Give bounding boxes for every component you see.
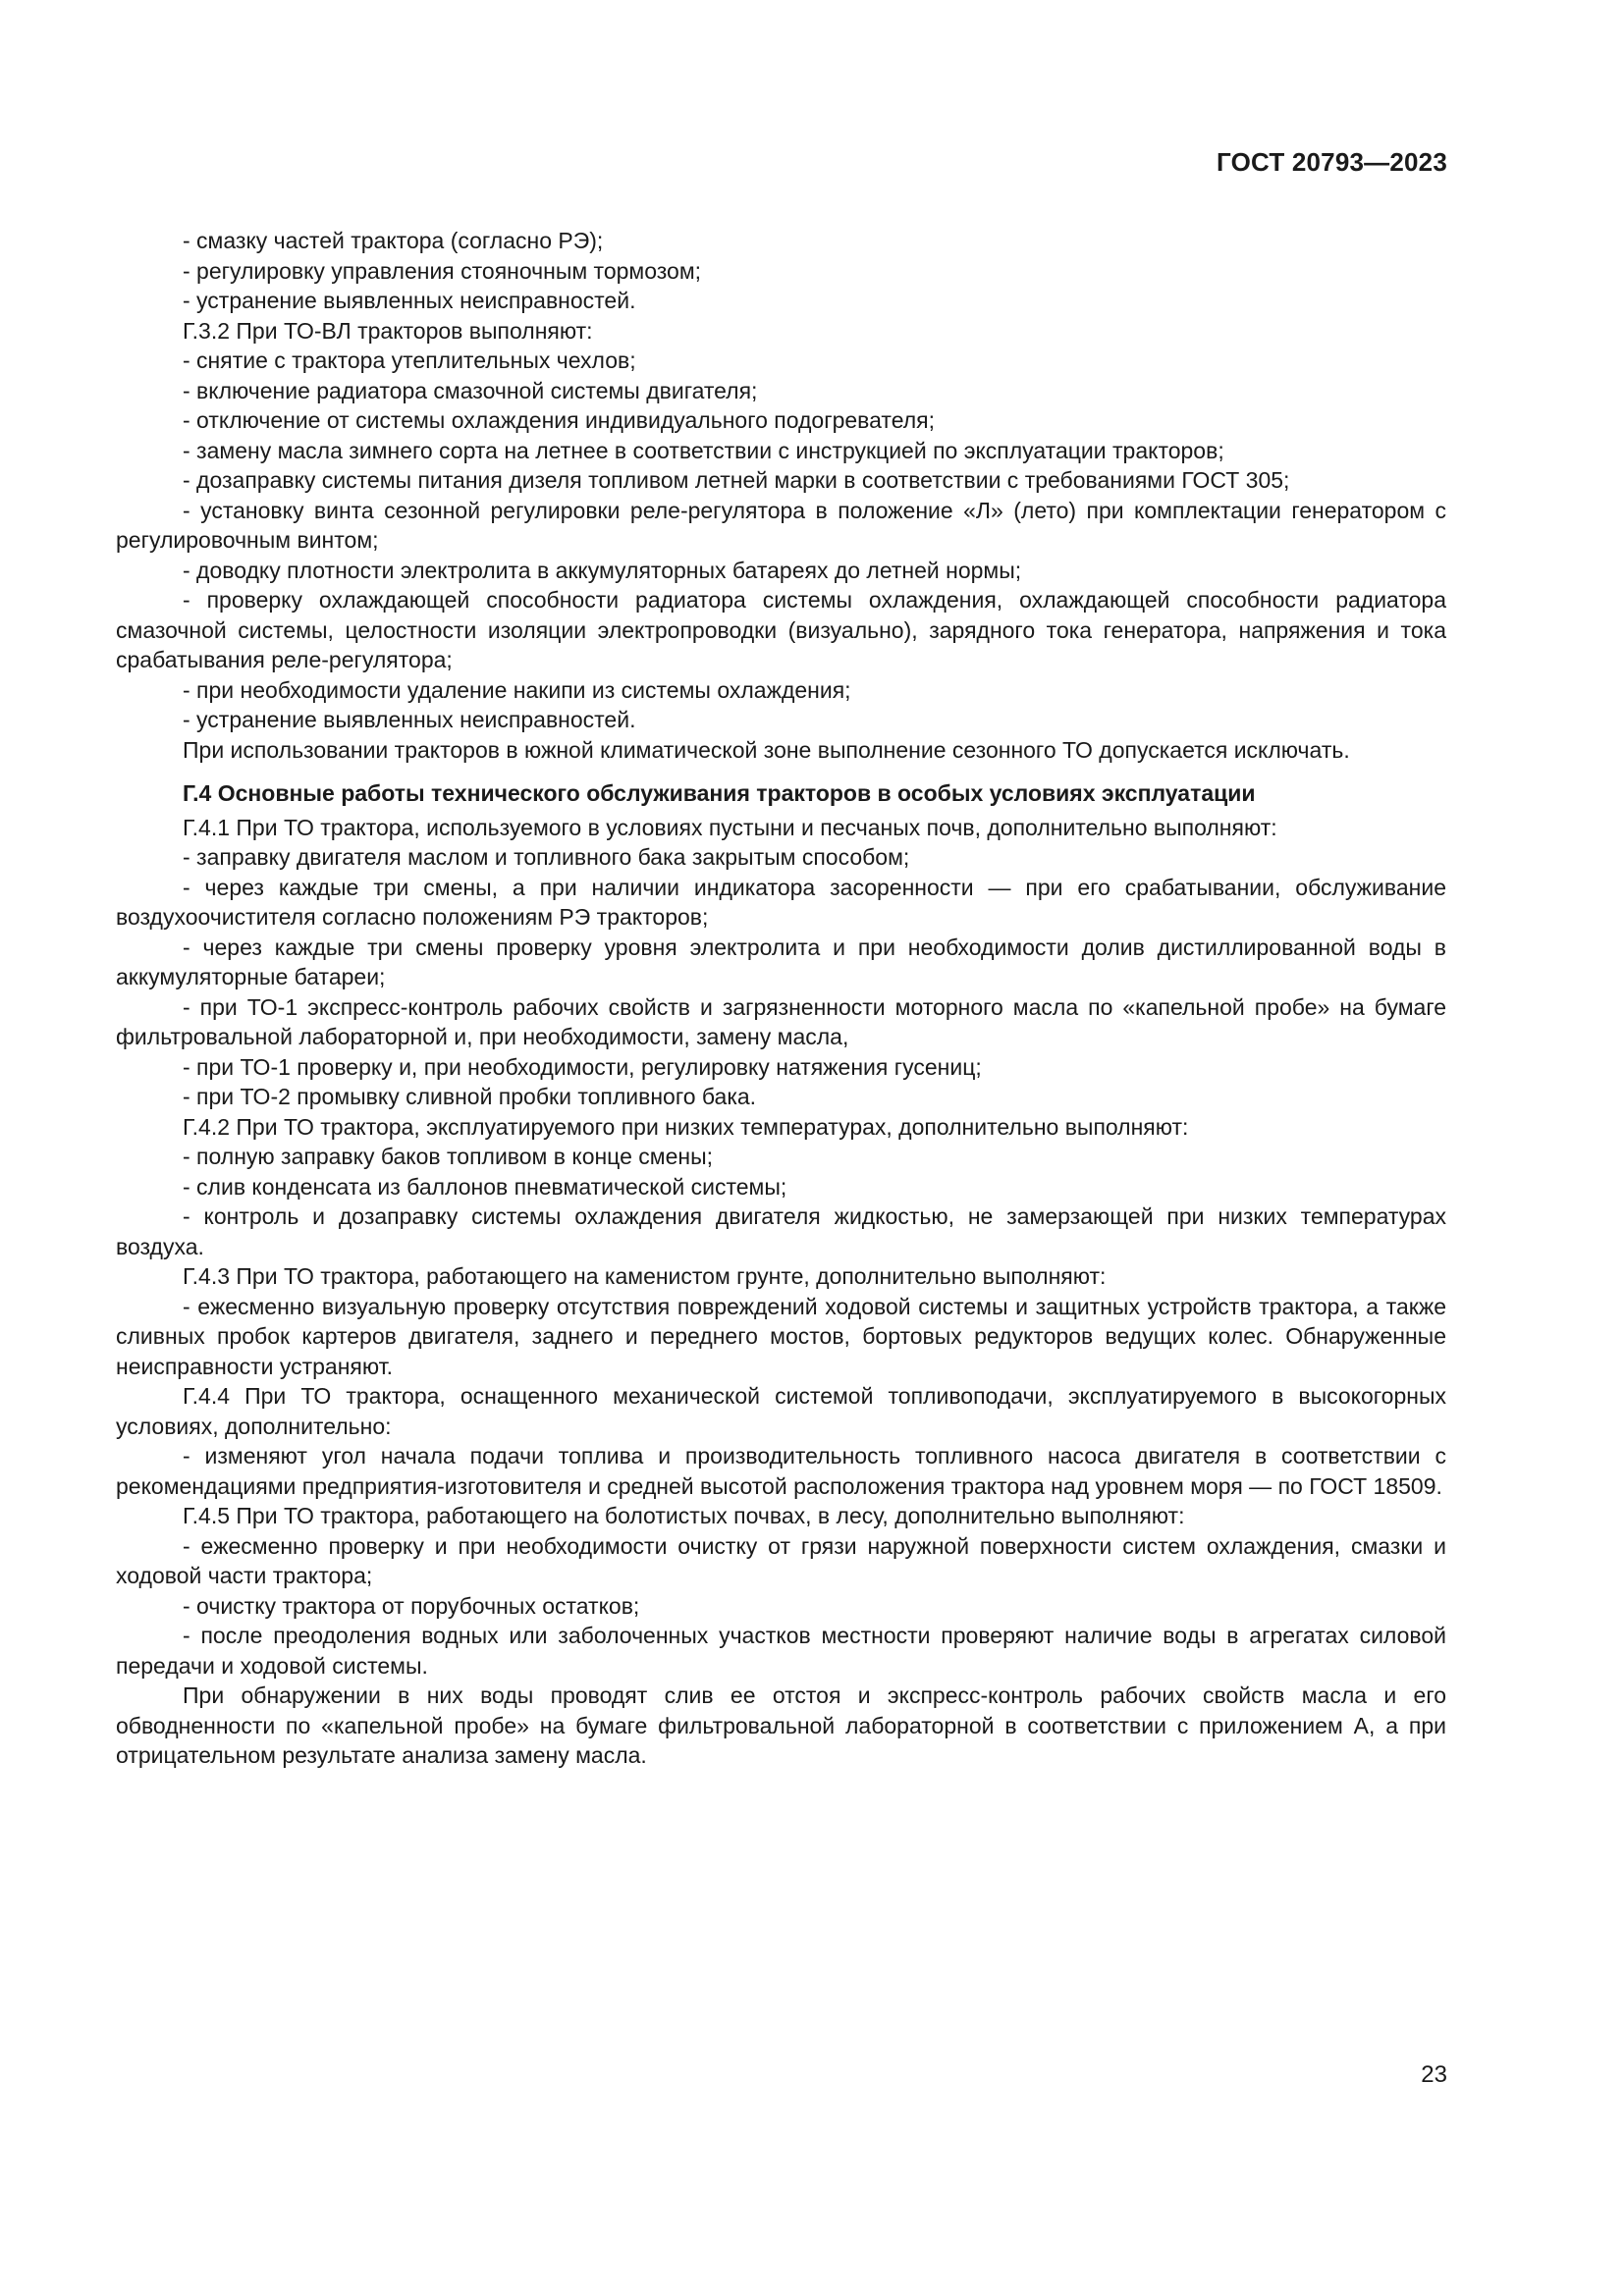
document-body [116, 226, 1446, 1771]
list-item: - полную заправку баков топливом в конце смены; [183, 1144, 714, 1169]
document-code-header: ГОСТ 20793—2023 [1217, 147, 1447, 177]
list-item: - включение радиатора смазочной системы двигателя; [183, 377, 758, 403]
clause-g-4-1: Г.4.1 При ТО трактора, используемого в условиях пустыни и песчаных почв, дополнительно выполняют: [183, 814, 1277, 840]
list-item: - устранение выявленных неисправностей. [183, 288, 636, 313]
clause-g-4-5: Г.4.5 При ТО трактора, работающего на болотистых почвах, в лесу, дополнительно выполняют: [183, 1503, 1185, 1528]
clause-g-4-4: Г.4.4 При ТО трактора, оснащенного механической системой топливоподачи, эксплуатируемого в высокогорных условиях, дополнительно: [116, 1383, 1446, 1439]
list-item: - устранение выявленных неисправностей. [183, 707, 636, 732]
list-item: - после преодоления водных или заболоченных участков местности проверяют наличие воды в агрегатах силовой передачи и ходовой системы. [116, 1623, 1446, 1679]
list-item: - при необходимости удаление накипи из системы охлаждения; [183, 676, 851, 703]
note-paragraph: При использовании тракторов в южной климатической зоне выполнение сезонного ТО допускается исключать. [183, 736, 1350, 763]
list-item: - ежесменно проверку и при необходимости очистку от грязи наружной поверхности систем охлаждения, смазки и ходовой части трактора; [116, 1532, 1446, 1588]
list-item: - через каждые три смены проверку уровня электролита и при необходимости долив дистиллированной воды в аккумуляторные батареи; [116, 934, 1446, 989]
list-item: - контроль и дозаправку системы охлаждения двигателя жидкостью, не замерзающей при низких температурах воздуха. [116, 1203, 1446, 1259]
list-item: - очистку трактора от порубочных остатков; [183, 1592, 640, 1619]
list-item: - отключение от системы охлаждения индивидуального подогревателя; [183, 407, 935, 433]
list-item: - при ТО-1 экспресс-контроль рабочих свойств и загрязненности моторного масла по «капельной пробе» на бумаге фильтровальной лабораторной и, при необходимости, замену масла, [116, 993, 1446, 1049]
list-item: - проверку охлаждающей способности радиатора системы охлаждения, охлаждающей способности радиатора смазочной системы, целостности изоляции электропроводки (визуально), зарядного тока генератора, напряжения и тока срабатывания реле-регулятора; [116, 587, 1446, 672]
list-item: - через каждые три смены, а при наличии индикатора засоренности — при его срабатывании, обслуживание воздухоочистителя согласно положениям РЭ тракторов; [116, 874, 1446, 930]
list-item: - снятие с трактора утеплительных чехлов; [183, 347, 636, 373]
section-heading-g-4: Г.4 Основные работы технического обслуживания тракторов в особых условиях эксплуатации [183, 780, 1256, 806]
clause-g-3-2: Г.3.2 При ТО-ВЛ тракторов выполняют: [183, 317, 593, 344]
list-item: - при ТО-2 промывку сливной пробки топливного бака. [183, 1084, 757, 1109]
list-item: - изменяют угол начала подачи топлива и производительность топливного насоса двигателя в соответствии с рекомендациями предприятия-изготовителя и средней высотой расположения трактора над уровнем моря — по ГОСТ 18509. [116, 1443, 1446, 1499]
list-item: - установку винта сезонной регулировки реле-регулятора в положение «Л» (лето) при комплектации генератором с регулировочным винтом; [116, 497, 1446, 553]
list-item: - ежесменно визуальную проверку отсутствия повреждений ходовой системы и защитных устройств трактора, а также сливных пробок картеров двигателя, заднего и переднего мостов, бортовых редукторов ведущих колес. Обнаруженные неисправности устраняют. [116, 1293, 1446, 1379]
clause-g-4-3: Г.4.3 При ТО трактора, работающего на каменистом грунте, дополнительно выполняют: [183, 1263, 1107, 1289]
list-item: - дозаправку системы питания дизеля топливом летней марки в соответствии с требованиями ГОСТ 305; [183, 467, 1290, 493]
list-item: - при ТО-1 проверку и, при необходимости, регулировку натяжения гусениц; [183, 1053, 982, 1080]
page-number: 23 [1421, 2061, 1447, 2088]
clause-g-4-2: Г.4.2 При ТО трактора, эксплуатируемого при низких температурах, дополнительно выполняют: [183, 1113, 1189, 1140]
closing-paragraph: При обнаружении в них воды проводят слив ее отстоя и экспресс-контроль рабочих свойств масла и его обводненности по «капельной пробе» на бумаге фильтровальной лабораторной в соответствии с приложением А, а при отрицательном результате анализа замену масла. [116, 1682, 1446, 1768]
list-item: - замену масла зимнего сорта на летнее в соответствии с инструкцией по эксплуатации тракторов; [183, 437, 1224, 463]
list-item: - заправку двигателя маслом и топливного бака закрытым способом; [183, 844, 910, 870]
list-item: - регулировку управления стояночным тормозом; [183, 257, 702, 284]
list-item: - слив конденсата из баллонов пневматической системы; [183, 1173, 787, 1200]
list-item: - доводку плотности электролита в аккумуляторных батареях до летней нормы; [183, 557, 1022, 583]
list-item: - смазку частей трактора (согласно РЭ); [183, 228, 604, 253]
